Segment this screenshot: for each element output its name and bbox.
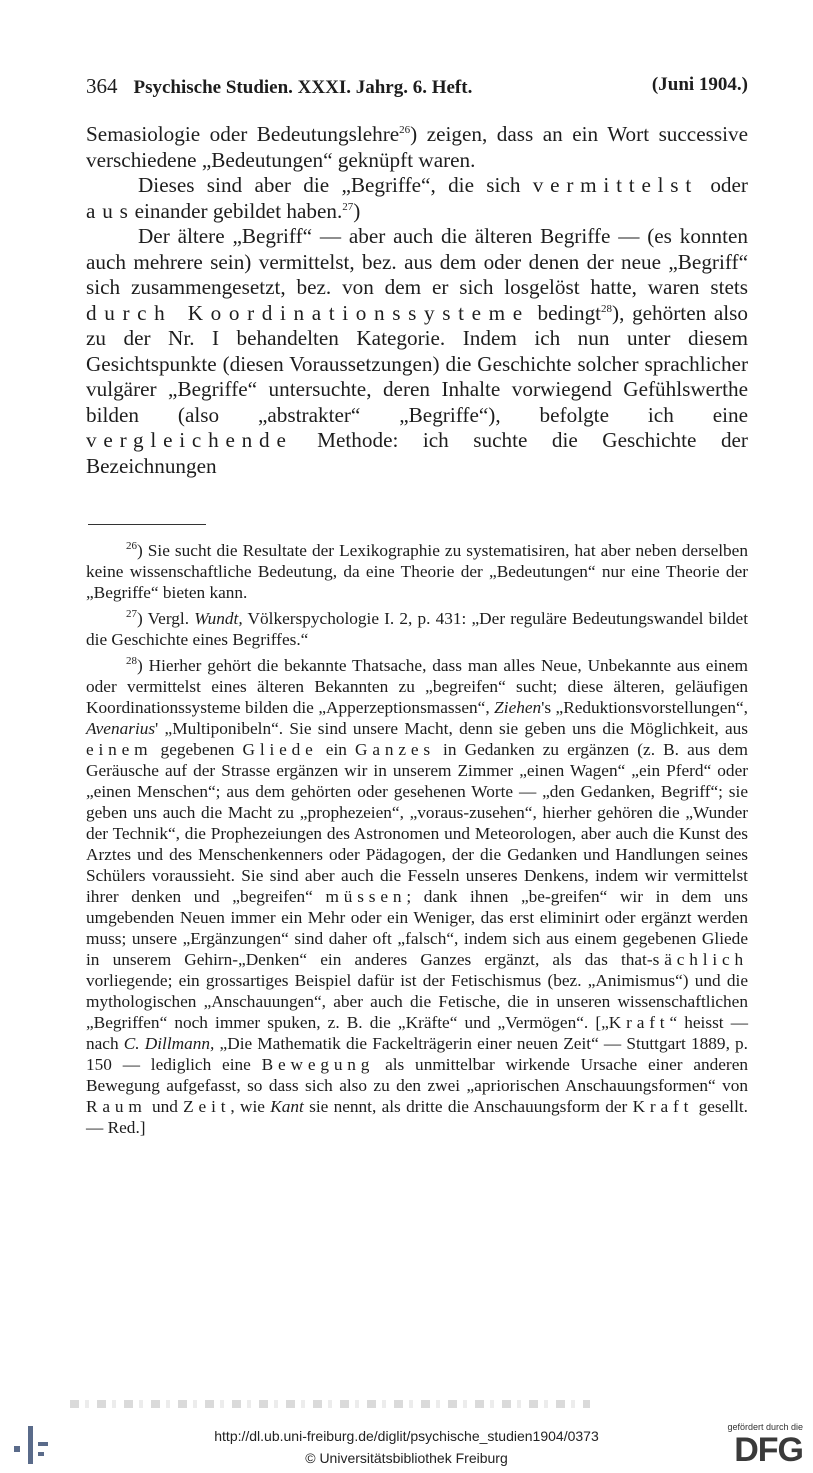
italic-name: Wundt, [194, 609, 243, 628]
text-run: , wie [230, 1097, 271, 1116]
text-run: Dieses sind aber die „Begriffe“, die sich [138, 173, 533, 197]
text-run: als unmittelbar wirkende Ursache einer anderen Bewegung aufgefasst, so dass sich also zu den zwei „apriorischen Anschauungsformen“ von [86, 1055, 749, 1095]
text-run: Völkerspychologie I. 2, p. 431: „Der reguläre Bedeutungswandel bildet die Geschichte eines Begriffes.“ [86, 609, 748, 649]
digitization-footer [0, 1416, 813, 1473]
text-run: ), gehörten also zu der Nr. I behandelten Kategorie. Indem ich nun unter diesem Gesichtspunkte (diesen Voraussetzungen) die Geschichte solcher sprachlicher vulgärer „Begriffe“ untersuchte, deren Inhalte vorwiegend Gefühlswerthe bilden (also „abstrakter“ „Begriffe“), befolgte ich eine [86, 300, 748, 427]
text-run: gegebenen [152, 740, 243, 759]
spaced-text: Gliede [242, 740, 318, 759]
text-run: ; dank ihnen „be-greifen“ wir in dem uns umgebenden Neuen immer ein Mehr oder ein Weniger, das erst eliminirt oder ergänzt werden muss; unsere „Ergänzungen“ sind daher oft „falsch“, indem sich aus einem gegebenen Gliede in unserem Gehirn-„Denken“ ein anderes Ganzes ergänzt, als das that- [86, 887, 749, 969]
source-url-link[interactable]: http://dl.ub.uni-freiburg.de/diglit/psychische_studien1904/0373 [214, 1428, 599, 1444]
paragraph-2 [86, 173, 748, 224]
text-run: gesellt. — Red.] [86, 1097, 748, 1137]
running-header [86, 74, 748, 99]
footnote-26 [86, 540, 748, 603]
text-run: „Die Mathematik die Fackelträgerin einer neuen Zeit“ — Stuttgart 1889, p. 150 — lediglich eine [86, 1034, 748, 1074]
paragraph-3 [86, 224, 748, 479]
italic-name: Avenarius [86, 719, 156, 738]
text-run: oder [698, 173, 748, 197]
text-run: bedingt [529, 300, 602, 325]
spaced-text: Zeit [183, 1097, 231, 1116]
text-run: ' „Multiponibeln“. Sie sind unsere Macht, denn sie geben uns die Möglichkeit, aus [155, 719, 748, 738]
text-run: ) Hierher gehört die bekannte Thatsache, dass man alles Neue, Unbekannte aus einem oder vermittelst eines älteren Bekannten zu „begreifen“ sucht; diese älteren, geläufigen Koordinationssysteme bilden die „Apperzeptionsmassen“, [86, 656, 748, 717]
text-run: sie nennt, als dritte die Anschauungsform der [303, 1097, 633, 1116]
footnote-divider [88, 524, 206, 525]
footnotes [86, 540, 748, 1143]
italic-name: Ziehen [494, 698, 542, 717]
text-run: ) [353, 198, 361, 223]
footnote-ref-28[interactable]: 28 [601, 302, 613, 315]
text-run: “ heisst — nach [86, 1013, 748, 1053]
spaced-text: Ganzes [355, 740, 435, 759]
main-text [86, 122, 748, 479]
issue-date: (Juni 1904.) [651, 74, 748, 95]
copyright-notice: © Universitätsbibliothek Freiburg [305, 1450, 508, 1466]
spaced-text: vermittelst [532, 173, 699, 197]
footnote-mark: 26 [126, 540, 137, 553]
text-run: einander gebildet haben. [134, 198, 343, 223]
spaced-text: vergleichende [86, 428, 293, 452]
footnote-27 [86, 608, 748, 650]
text-run: Semasiologie oder Bedeutungslehre [86, 122, 400, 146]
dfg-tagline: gefördert durch die [727, 1422, 803, 1432]
paragraph-1 [86, 122, 748, 173]
text-run: ) zeigen, dass an ein Wort successive verschiedene „Bedeutungen“ geknüpft waren. [86, 122, 748, 172]
footnote-text: ) Sie sucht die Resultate der Lexikographie zu systematisiren, hat aber neben derselben keine wissenschaftliche Bedeutung, da eine Theorie der „Bedeutungen“ nur eine Theorie der „Begriffe“ bieten kann. [86, 541, 748, 602]
text-run: und [146, 1097, 184, 1116]
dfg-logo-icon [713, 1422, 803, 1468]
footnote-ref-27[interactable]: 27 [342, 200, 354, 213]
spaced-text: Bewegung [261, 1055, 375, 1074]
text-run: 's „Reduktionsvorstellungen“, [541, 698, 748, 717]
page-number: 364 [86, 74, 118, 98]
footnote-ref-26[interactable]: 26 [399, 123, 411, 136]
scan-bleed-through [70, 1400, 590, 1408]
text-run: Der ältere „Begriff“ — aber auch die älteren Begriffe — (es konnten auch mehrere sein) vermittelst, bez. aus dem oder denen der neue „Begriff“ sich zusammengesetzt, bez. von dem er sich losgelöst hatte, waren stets [86, 224, 748, 299]
footnote-mark: 27 [126, 608, 137, 621]
text-run: ) Vergl. [137, 609, 195, 628]
spaced-text: Raum [86, 1097, 147, 1116]
dfg-logo-text: DFG [734, 1431, 803, 1469]
italic-name: Kant [270, 1097, 304, 1116]
spaced-text: müssen [325, 887, 407, 906]
text-run: Methode: ich suchte die Geschichte der Bezeichnungen [86, 428, 748, 478]
spaced-text: aus [86, 198, 135, 223]
journal-title: Psychische Studien. XXXI. Jahrg. 6. Heft. [133, 77, 473, 98]
text-run: vorliegende; ein grossartiges Beispiel dafür ist der Fetischismus (bez. „Animismus“) und die mythologischen „Anschauungen“, aber auch die Fetische, die in unseren wissenschaftlichen „Begriffen“ noch immer spuken, z. B. die „Kräfte“ und „Vermögen“. [„ [86, 971, 748, 1032]
text-run: ein [317, 740, 356, 759]
spaced-text: einem [86, 740, 153, 759]
footnote-28 [86, 655, 748, 1138]
spaced-text: Kraft [632, 1097, 694, 1116]
footnote-mark: 28 [126, 655, 137, 668]
italic-name: C. Dillmann, [123, 1034, 215, 1053]
spaced-text: durch Koordinationssysteme [86, 300, 530, 325]
spaced-text: sächlich [652, 950, 748, 969]
spaced-text: Kraft [608, 1013, 670, 1032]
text-run: in Gedanken zu ergänzen (z. B. aus dem Geräusche auf der Strasse ergänzen wir in unserem Zimmer „einen Wagen“ „ein Pferd“ oder „einen Menschen“; aus dem gehörten oder gesehenen Worte — „den Gedanken, Begriff“; sie geben uns auch die Macht zu „prophezeien“, „voraus-zusehen“, hierher gehören die „Wunder der Technik“, die Prophezeiungen des Astronomen und Meteorologen, aber auch die Kunst des Arztes und des Menschenkenners oder Pädagogen, der die Gedanken und Handlungen seines Schülers voraussieht. Sie sind aber auch die Fesseln unseres Denkens, indem wir vermittelst ihrer denken und „begreifen“ [86, 740, 748, 906]
